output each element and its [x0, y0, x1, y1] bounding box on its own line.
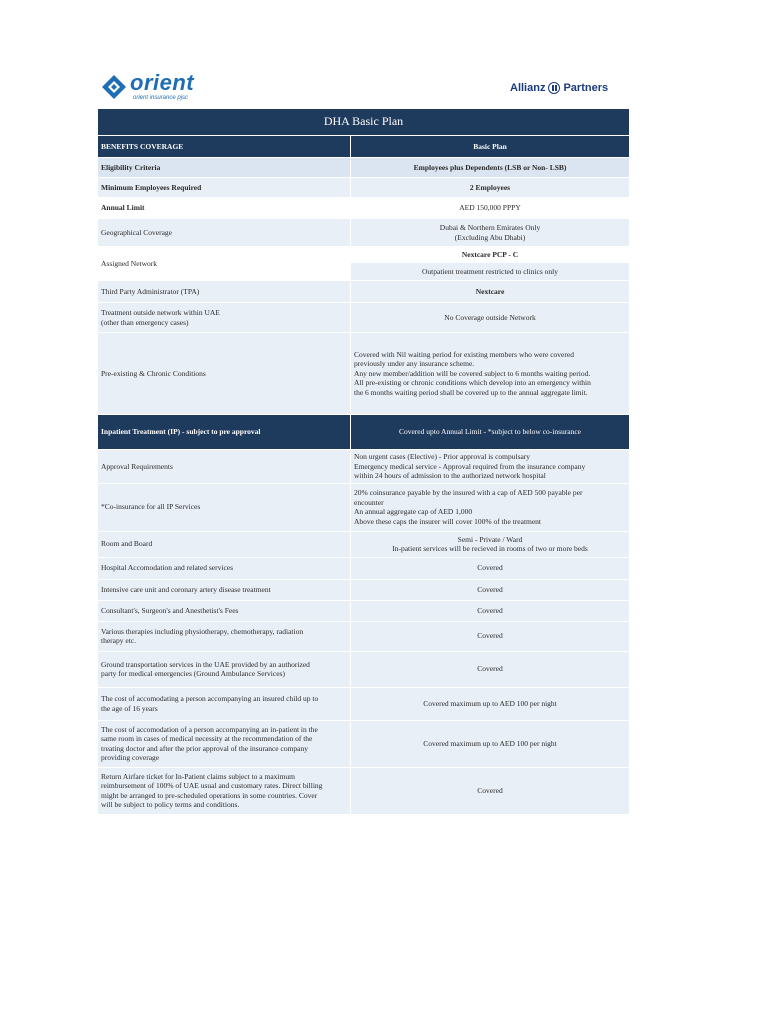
partners-wordmark: Partners	[563, 82, 609, 94]
row-value	[351, 219, 630, 247]
row-value: No Coverage outside Network	[351, 303, 630, 333]
value-line: previously under any insurance scheme.	[354, 359, 475, 369]
table-row	[98, 281, 630, 303]
value-line: An annual aggregate cap of AED 1,000	[354, 507, 473, 516]
table-row	[98, 333, 630, 415]
row-label	[98, 651, 351, 687]
row-value: Nextcare PCP - C	[351, 247, 630, 263]
value-line: All pre-existing or chronic conditions which develop into an emergency within	[354, 378, 591, 388]
table-row	[98, 158, 630, 178]
row-label: Pre-existing & Chronic Conditions	[98, 333, 351, 415]
table-row	[98, 450, 630, 484]
table-row	[98, 579, 630, 600]
column-header-benefits: BENEFITS COVERAGE	[98, 136, 351, 158]
row-value: Covered	[351, 651, 630, 687]
row-value: Covered	[351, 621, 630, 651]
row-value: 2 Employees	[351, 178, 630, 198]
orient-wordmark: orient	[130, 70, 195, 95]
value-line: Covered with Nil waiting period for existing members who were covered	[354, 349, 574, 359]
row-label: Consultant's, Surgeon's and Anesthetist's Fees	[98, 600, 351, 621]
row-label	[98, 720, 351, 767]
label-line: Various therapies including physiotherapy, chemotherapy, radiation	[101, 626, 304, 636]
table-row	[98, 303, 630, 333]
row-value: Covered maximum up to AED 100 per night	[351, 720, 630, 767]
table-row	[98, 198, 630, 219]
label-line: might be arranged to pre-scheduled operations in some countries. Cover	[101, 790, 318, 800]
label-line: reimbursement of 100% of UAE usual and customary rates. Direct billing	[101, 781, 323, 790]
row-value	[351, 531, 630, 557]
value-line: Any new member/addition will be covered subject to 6 months waiting period.	[354, 368, 591, 378]
label-line: will be subject to policy terms and conditions.	[101, 800, 240, 809]
row-label: Intensive care unit and coronary artery disease treatment	[98, 579, 351, 600]
table-row	[98, 687, 630, 720]
label-line: (other than emergency cases)	[101, 317, 189, 327]
row-label: Minimum Employees Required	[98, 178, 351, 198]
table-row	[98, 219, 630, 247]
value-line: 20% coinsurance payable by the insured with a cap of AED 500 payable per	[354, 488, 583, 497]
row-value	[351, 450, 630, 484]
section-header-value: Covered upto Annual Limit - *subject to below co-insurance	[351, 415, 630, 450]
value-line: Semi - Private / Ward	[457, 534, 523, 544]
label-line: same room in cases of medical necessity at the recommendation of the	[101, 734, 313, 743]
row-label: Approval Requirements	[98, 450, 351, 484]
row-label	[98, 767, 351, 814]
value-line: (Excluding Abu Dhabi)	[454, 232, 526, 242]
row-value	[351, 333, 630, 415]
row-value: Covered	[351, 600, 630, 621]
row-label	[98, 621, 351, 651]
row-label	[98, 687, 351, 720]
value-line: within 24 hours of admission to the authorized network hospital	[354, 471, 546, 480]
row-label: Geographical Coverage	[98, 219, 351, 247]
row-label	[98, 303, 351, 333]
section-header-row	[98, 415, 630, 450]
row-value: AED 150,000 PPPY	[351, 198, 630, 219]
label-line: Ground transportation services in the UAE provided by an authorized	[101, 659, 310, 669]
label-line: providing coverage	[101, 753, 160, 762]
row-value: Covered	[351, 557, 630, 579]
row-value: Covered	[351, 579, 630, 600]
label-line: the age of 16 years	[101, 703, 158, 713]
table-row	[98, 651, 630, 687]
table-row	[98, 531, 630, 557]
table-row	[98, 483, 630, 531]
label-line: party for medical emergencies (Ground Ambulance Services)	[101, 669, 285, 678]
value-line: encounter	[354, 497, 384, 507]
allianz-emblem-icon	[548, 82, 560, 94]
orient-logo	[101, 72, 201, 104]
table-row	[98, 247, 630, 263]
row-label: *Co-insurance for all IP Services	[98, 483, 351, 531]
allianz-wordmark: Allianz	[510, 82, 546, 94]
table-row	[98, 767, 630, 814]
table-row	[98, 178, 630, 198]
section-header-label: Inpatient Treatment (IP) - subject to pre approval	[98, 415, 351, 450]
orient-diamond-icon	[101, 74, 127, 100]
table-row	[98, 621, 630, 651]
value-line: Non urgent cases (Elective) - Prior approval is compulsary	[354, 452, 531, 461]
table-title-row	[98, 109, 630, 136]
row-value: Covered	[351, 767, 630, 814]
value-line: In-patient services will be recieved in rooms of two or more beds	[392, 544, 588, 553]
row-value: Employees plus Dependents (LSB or Non- LSB)	[351, 158, 630, 178]
column-header-plan: Basic Plan	[351, 136, 630, 158]
value-line: Emergency medical service - Approval required from the insurance company	[354, 461, 586, 471]
label-line: The cost of accomodation of a person accompanying an in-patient in the	[101, 724, 318, 734]
row-value: Nextcare	[351, 281, 630, 303]
table-row	[98, 600, 630, 621]
value-line: the 6 months waiting period shall be covered up to the annual aggregate limit.	[354, 387, 588, 397]
label-line: treating doctor and after the prior approval of the insurance company	[101, 743, 309, 753]
label-line: Treatment outside network within UAE	[101, 308, 220, 317]
table-title: DHA Basic Plan	[98, 109, 630, 136]
label-line: Return Airfare ticket for In-Patient claims subject to a maximum	[101, 771, 295, 781]
row-label: Assigned Network	[98, 247, 351, 281]
table-row	[98, 720, 630, 767]
column-header-row	[98, 136, 630, 158]
row-label: Eligibility Criteria	[98, 158, 351, 178]
value-line: Above these caps the insurer will cover 100% of the treatment	[354, 516, 542, 526]
row-value	[351, 483, 630, 531]
row-label: Room and Board	[98, 531, 351, 557]
allianz-partners-logo	[510, 80, 608, 96]
row-label: Annual Limit	[98, 198, 351, 219]
label-line: The cost of accomodating a person accompanying an insured child up to	[101, 694, 319, 703]
value-line: Dubai & Northern Emirates Only	[439, 223, 541, 232]
row-value: Outpatient treatment restricted to clinics only	[351, 263, 630, 281]
page-header	[0, 0, 768, 108]
row-value: Covered maximum up to AED 100 per night	[351, 687, 630, 720]
row-label: Hospital Accomodation and related services	[98, 557, 351, 579]
label-line: therapy etc.	[101, 636, 136, 645]
benefits-table	[97, 108, 630, 815]
orient-tagline: orient insurance pjsc	[133, 95, 189, 101]
row-label: Third Party Administrator (TPA)	[98, 281, 351, 303]
table-row	[98, 557, 630, 579]
